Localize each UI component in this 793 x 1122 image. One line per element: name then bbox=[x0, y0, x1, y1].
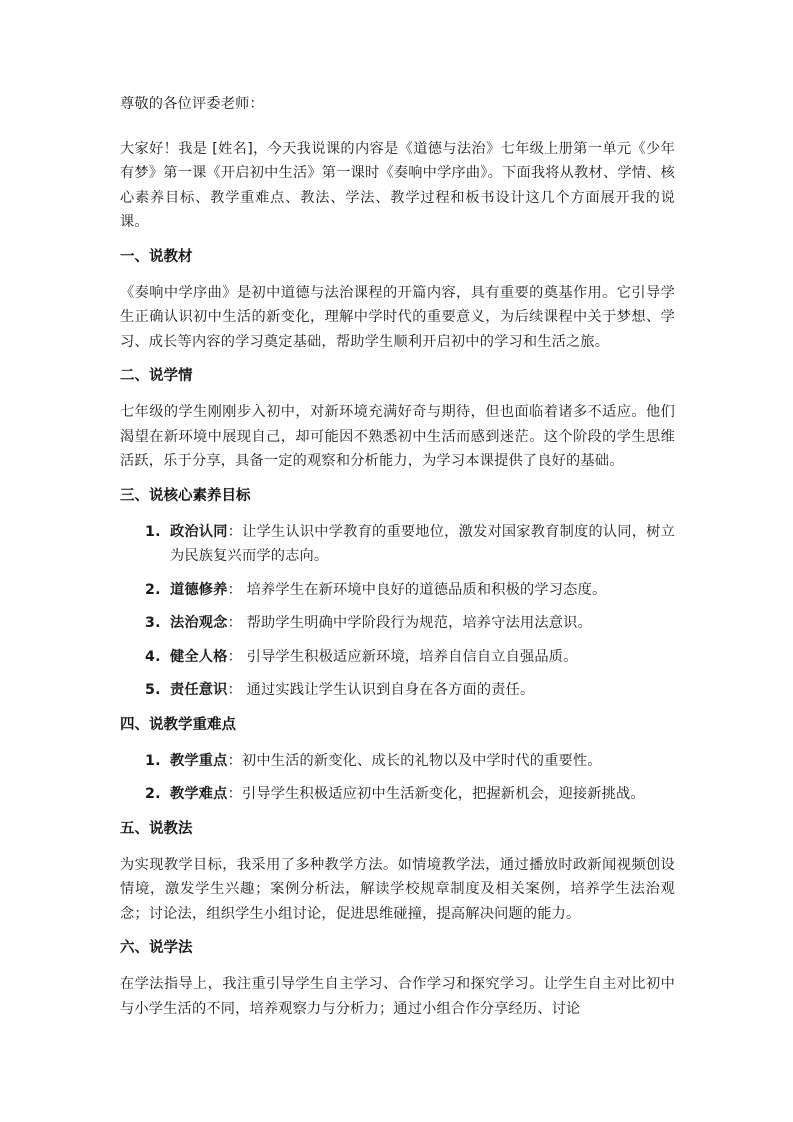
list-text: ：让学生认识中学教育的重要地位，激发对国家教育制度的认同，树立为民族复兴而学的志向。 bbox=[170, 523, 675, 564]
list-item bbox=[120, 749, 675, 774]
list-item bbox=[120, 645, 675, 670]
section-heading: 四、说教学重难点 bbox=[120, 716, 236, 733]
list-item bbox=[120, 611, 675, 636]
section-heading: 二、说学情 bbox=[120, 368, 193, 384]
section-heading: 三、说核心素养目标 bbox=[120, 487, 251, 504]
list-text: ： 引导学生积极适应新环境，培养自信自立自强品质。 bbox=[227, 648, 578, 665]
list-text: ： 帮助学生明确中学阶段行为规范，培养守法用法意识。 bbox=[227, 615, 592, 631]
list-number: 3. bbox=[145, 615, 161, 631]
intro-paragraph: 大家好！我是 [姓名]，今天我说课的内容是《道德与法治》七年级上册第一单元《少年有梦》第一课《开启初中生活》第一课时《奏响中学序曲》。下面我将从教材、学情、核心素养目标、教学重难点、教法、学法、教学过程和板书设计这几个方面展开我的说课。 bbox=[120, 140, 675, 230]
list-item bbox=[120, 520, 675, 569]
list-term: 教学重点 bbox=[170, 752, 228, 769]
list-text: ：引导学生积极适应初中生活新变化，把握新机会，迎接新挑战。 bbox=[227, 786, 645, 802]
list-number: 2. bbox=[145, 786, 161, 802]
section-core-literacy-goals bbox=[120, 484, 675, 703]
list-term: 健全人格 bbox=[170, 648, 228, 665]
section-heading: 五、说教法 bbox=[120, 820, 193, 837]
section-body: 《奏响中学序曲》是初中道德与法治课程的开篇内容，具有重要的奠基作用。它引导学生正确认识初中生活的新变化，理解中学时代的重要意义，为后续课程中关于梦想、学习、成长等内容的学习奠定基础，帮助学生顺利开启初中的学习和生活之旅。 bbox=[120, 284, 675, 350]
list-number: 1. bbox=[145, 523, 161, 540]
document-page bbox=[120, 92, 675, 1031]
list-text: ： 培养学生在新环境中良好的道德品质和积极的学习态度。 bbox=[227, 581, 607, 598]
list-text: ： 通过实践让学生认识到自身在各方面的责任。 bbox=[227, 682, 535, 698]
list-number: 1. bbox=[145, 752, 161, 769]
section-key-difficult-points bbox=[120, 713, 675, 807]
section-body: 七年级的学生刚刚步入初中，对新环境充满好奇与期待，但也面临着诸多不适应。他们渴望在新环境中展现自己，却可能因不熟悉初中生活而感到迷茫。这个阶段的学生思维活跃，乐于分享，具备一定的观察和分析能力，为学习本课提供了良好的基础。 bbox=[120, 404, 675, 469]
section-body: 为实现教学目标，我采用了多种教学方法。如情境教学法，通过播放时政新闻视频创设情境，激发学生兴趣；案例分析法，解读学校规章制度及相关案例，培养学生法治观念；讨论法，组织学生小组讨论，促进思维碰撞，提高解决问题的能力。 bbox=[120, 856, 675, 922]
list-item bbox=[120, 678, 675, 703]
key-points-list bbox=[120, 749, 675, 807]
section-textbook bbox=[120, 245, 675, 355]
section-body: 在学法指导上，我注重引导学生自主学习、合作学习和探究学习。让学生自主对比初中与小学生活的不同，培养观察力与分析力；通过小组合作分享经历、讨论 bbox=[120, 976, 675, 1017]
goals-list bbox=[120, 520, 675, 703]
list-number: 2. bbox=[145, 581, 161, 598]
greeting: 尊敬的各位评委老师： bbox=[120, 96, 264, 112]
list-item bbox=[120, 782, 675, 807]
list-item bbox=[120, 578, 675, 603]
list-text: ：初中生活的新变化、成长的礼物以及中学时代的重要性。 bbox=[227, 752, 602, 769]
list-term: 教学难点 bbox=[170, 786, 228, 802]
section-students bbox=[120, 364, 675, 474]
list-term: 责任意识 bbox=[170, 682, 228, 698]
list-number: 4. bbox=[145, 648, 161, 665]
section-teaching-methods bbox=[120, 817, 675, 927]
list-term: 法治观念 bbox=[170, 615, 228, 631]
section-heading: 一、说教材 bbox=[120, 248, 193, 265]
list-term: 道德修养 bbox=[170, 581, 228, 598]
section-learning-methods bbox=[120, 936, 675, 1021]
section-heading: 六、说学法 bbox=[120, 940, 193, 956]
list-term: 政治认同 bbox=[170, 523, 228, 540]
list-number: 5. bbox=[145, 682, 161, 698]
